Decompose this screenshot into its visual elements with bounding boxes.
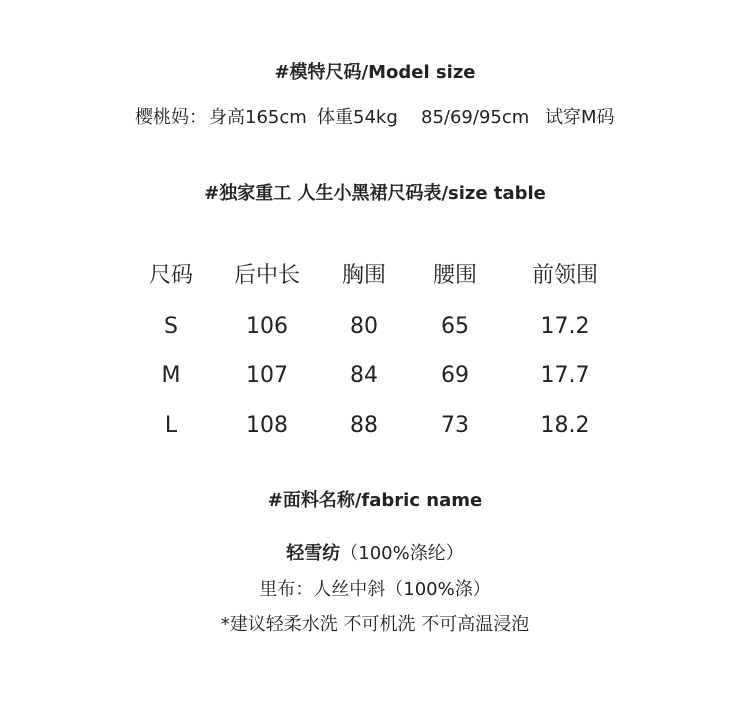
- table-cell: 17.7: [540, 363, 590, 388]
- fabric-main-composition: （100%涤纶）: [340, 543, 464, 564]
- model-measurements: 85/69/95cm: [421, 107, 530, 128]
- table-cell: 69: [441, 363, 469, 388]
- care-instructions: *建议轻柔水洗 不可机洗 不可高温浸泡: [220, 614, 530, 635]
- table-cell: 65: [441, 314, 469, 339]
- table-cell: 88: [350, 413, 378, 438]
- column-header-neck: 前领围: [531, 263, 598, 288]
- table-cell: S: [164, 314, 178, 339]
- fabric-main-name: 轻雪纺: [286, 543, 341, 564]
- model-size-heading: #模特尺码/Model size: [274, 62, 476, 83]
- column-header-back-length: 后中长: [233, 263, 300, 288]
- table-cell: 80: [350, 314, 378, 339]
- table-cell: 73: [441, 413, 469, 438]
- size-table-heading: #独家重工 人生小黑裙尺码表/size table: [204, 183, 546, 204]
- table-cell: 17.2: [540, 314, 590, 339]
- table-cell: L: [164, 413, 178, 438]
- table-cell: 106: [246, 314, 288, 339]
- model-weight: 体重54kg: [317, 107, 398, 128]
- fabric-main-line: [0, 542, 750, 566]
- fabric-heading: #面料名称/fabric name: [267, 490, 483, 511]
- table-cell: 18.2: [540, 413, 590, 438]
- model-tried-size: 试穿M码: [545, 107, 615, 128]
- fabric-lining: 里布：人丝中斜（100%涤）: [259, 579, 491, 600]
- table-cell: 107: [246, 363, 288, 388]
- column-header-waist: 腰围: [432, 263, 477, 288]
- model-height: 身高165cm: [209, 107, 307, 128]
- table-cell: 108: [246, 413, 288, 438]
- table-cell: M: [161, 363, 181, 388]
- column-header-size: 尺码: [148, 263, 193, 288]
- column-header-bust: 胸围: [341, 263, 386, 288]
- table-cell: 84: [350, 363, 378, 388]
- model-name: 樱桃妈：: [135, 107, 207, 128]
